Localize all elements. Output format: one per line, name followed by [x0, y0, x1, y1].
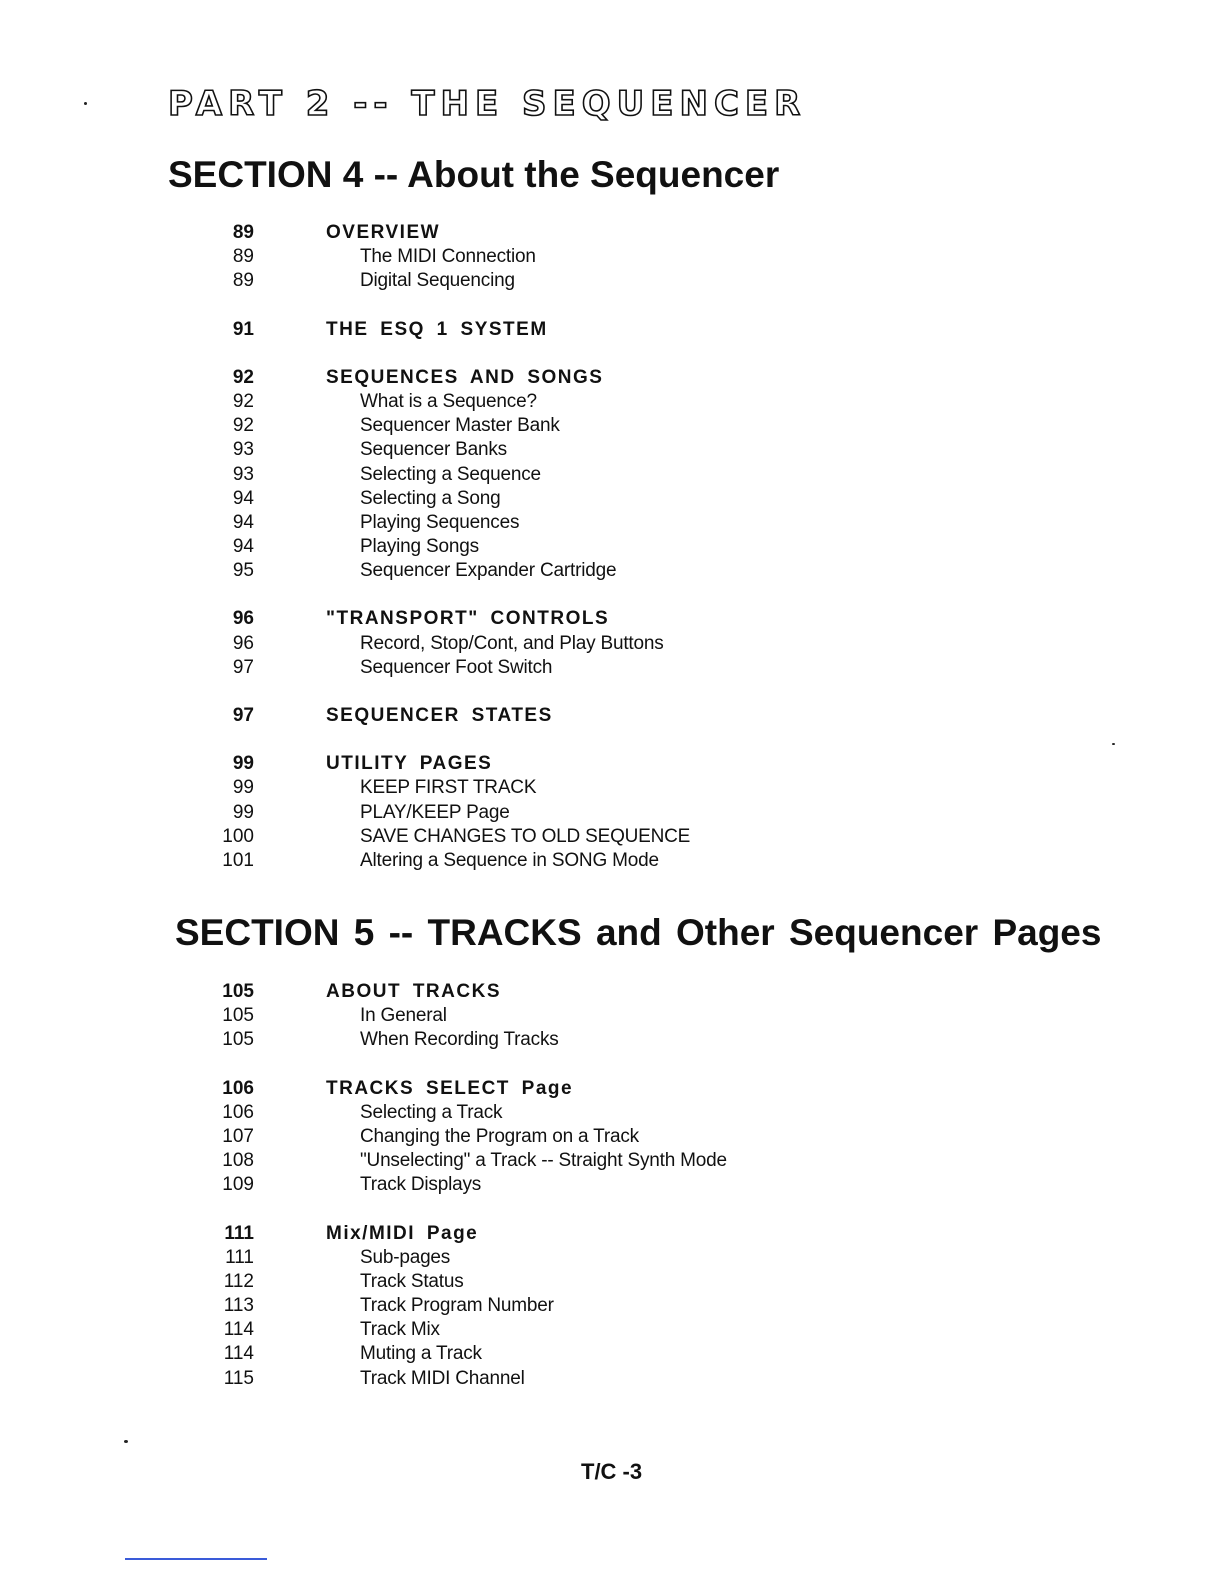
toc-page-number: 109: [222, 1174, 254, 1196]
toc-page-number: 94: [232, 487, 254, 509]
toc-heading-text: OVERVIEW: [326, 222, 441, 243]
toc-page-number: 91: [232, 318, 254, 340]
part-title: PART 2 -- THE SEQUENCER: [168, 84, 807, 124]
section-5-title: SECTION 5 -- TRACKS and Other Sequencer Pages: [175, 912, 1102, 953]
toc-entry-row: [190, 1318, 727, 1342]
toc-heading-row: [190, 704, 690, 728]
toc-entry-text: In General: [360, 1005, 447, 1027]
section-5-toc: [190, 980, 727, 1415]
toc-heading-text: UTILITY PAGES: [326, 753, 493, 775]
toc-entry-text: Track Status: [360, 1270, 464, 1292]
toc-entry-row: [190, 245, 690, 269]
toc-entry-row: [190, 1342, 727, 1366]
toc-group: [190, 1077, 727, 1198]
toc-heading-text: SEQUENCER STATES: [326, 705, 553, 726]
toc-page-number: 96: [232, 608, 254, 630]
toc-page-number: 93: [232, 439, 254, 461]
toc-entry-row: [190, 849, 690, 873]
toc-entry-row: [190, 487, 690, 511]
toc-entry-row: [190, 1270, 727, 1294]
toc-entry-text: Track Displays: [360, 1174, 482, 1196]
toc-entry-text: Playing Sequences: [360, 511, 520, 533]
toc-entry-row: [190, 1125, 727, 1149]
toc-entry-text: Sequencer Foot Switch: [360, 656, 553, 678]
toc-page-number: 99: [232, 801, 254, 823]
toc-heading-row: [190, 366, 690, 390]
toc-entry-row: [190, 801, 690, 825]
toc-group: [190, 752, 690, 873]
toc-entry-text: Altering a Sequence in SONG Mode: [360, 849, 659, 871]
toc-page-number: 99: [232, 753, 254, 775]
toc-entry-row: [190, 269, 690, 293]
toc-heading-text: TRACKS SELECT Page: [326, 1077, 574, 1099]
toc-page-number: 99: [232, 777, 254, 799]
toc-entry-row: [190, 1367, 727, 1391]
toc-page-number: 106: [222, 1101, 254, 1123]
section-4-toc: [190, 221, 690, 897]
toc-entry-text: The MIDI Connection: [360, 246, 536, 268]
toc-heading-row: [190, 980, 727, 1004]
toc-page-number: 92: [232, 415, 254, 437]
toc-entry-text: SAVE CHANGES TO OLD SEQUENCE: [360, 825, 691, 847]
toc-entry-row: [190, 559, 690, 583]
scan-speck: [84, 102, 87, 105]
toc-entry-text: Selecting a Track: [360, 1101, 503, 1123]
toc-group: [190, 366, 690, 584]
toc-entry-row: [190, 511, 690, 535]
toc-group: [190, 980, 727, 1053]
toc-group: [190, 221, 690, 294]
toc-heading-row: [190, 221, 690, 245]
toc-page-number: 95: [232, 560, 254, 582]
toc-page-number: 113: [223, 1295, 254, 1317]
toc-entry-text: Changing the Program on a Track: [360, 1125, 639, 1147]
toc-entry-text: Selecting a Song: [360, 487, 501, 509]
toc-page-number: 93: [232, 463, 254, 485]
scan-speck: [1112, 743, 1115, 745]
toc-page-number: 106: [222, 1077, 254, 1099]
toc-heading-row: [190, 607, 690, 631]
toc-page-number: 96: [232, 632, 254, 654]
toc-entry-row: [190, 1294, 727, 1318]
toc-entry-row: [190, 1028, 727, 1052]
toc-page-number: 92: [232, 366, 254, 388]
toc-entry-text: Track Program Number: [360, 1295, 554, 1317]
toc-entry-row: [190, 438, 690, 462]
toc-page-number: 92: [232, 390, 254, 412]
toc-page-number: 107: [222, 1125, 254, 1147]
toc-entry-text: "Unselecting" a Track -- Straight Synth Mode: [360, 1150, 727, 1172]
toc-page-number: 108: [222, 1150, 254, 1172]
toc-entry-row: [190, 1101, 727, 1125]
toc-entry-row: [190, 825, 690, 849]
toc-heading-text: "TRANSPORT" CONTROLS: [326, 608, 610, 630]
toc-page-number: 89: [232, 270, 254, 292]
toc-heading-text: Mix/MIDI Page: [326, 1222, 479, 1244]
toc-page-number: 115: [223, 1367, 254, 1389]
toc-page-number: 105: [222, 981, 254, 1002]
toc-page-number: 112: [223, 1270, 254, 1292]
toc-entry-row: [190, 656, 690, 680]
toc-page-number: 89: [232, 222, 254, 243]
section-4-title: SECTION 4 -- About the Sequencer: [168, 154, 780, 195]
toc-heading-row: [190, 752, 690, 776]
toc-entry-row: [190, 1149, 727, 1173]
toc-entry-row: [190, 1004, 727, 1028]
toc-page-number: 111: [225, 1246, 254, 1268]
page-footer: T/C -3: [581, 1459, 643, 1484]
toc-entry-text: Playing Songs: [360, 536, 479, 558]
toc-entry-text: Track MIDI Channel: [360, 1367, 525, 1389]
toc-entry-row: [190, 1246, 727, 1270]
toc-page-number: 100: [222, 825, 254, 847]
bottom-rule: [125, 1558, 267, 1560]
toc-entry-row: [190, 776, 690, 800]
toc-entry-text: Sequencer Banks: [360, 439, 507, 461]
toc-heading-row: [190, 318, 690, 342]
toc-entry-text: Sequencer Expander Cartridge: [360, 560, 617, 582]
toc-entry-text: Track Mix: [360, 1319, 440, 1341]
toc-entry-text: Sequencer Master Bank: [360, 415, 560, 437]
toc-heading-row: [190, 1222, 727, 1246]
toc-group: [190, 704, 690, 728]
toc-page-number: 105: [222, 1029, 254, 1051]
toc-group: [190, 607, 690, 680]
toc-entry-row: [190, 414, 690, 438]
toc-entry-row: [190, 390, 690, 414]
toc-page-number: 97: [232, 656, 254, 678]
toc-page-number: 105: [222, 1005, 254, 1027]
toc-heading-text: THE ESQ 1 SYSTEM: [326, 318, 548, 340]
toc-page-number: 94: [232, 511, 254, 533]
toc-entry-row: [190, 463, 690, 487]
toc-entry-text: Selecting a Sequence: [360, 463, 541, 485]
toc-entry-text: Sub-pages: [360, 1246, 451, 1268]
toc-group: [190, 318, 690, 342]
toc-page-number: 114: [223, 1343, 254, 1365]
toc-group: [190, 1222, 727, 1391]
toc-page-number: 89: [232, 246, 254, 268]
toc-entry-text: What is a Sequence?: [360, 390, 537, 412]
toc-entry-text: When Recording Tracks: [360, 1029, 559, 1051]
toc-entry-row: [190, 632, 690, 656]
toc-heading-text: SEQUENCES AND SONGS: [326, 366, 604, 388]
toc-page-number: 101: [222, 849, 254, 871]
toc-entry-text: Digital Sequencing: [360, 270, 515, 292]
toc-entry-text: Muting a Track: [360, 1343, 482, 1365]
toc-page-number: 111: [224, 1222, 254, 1244]
toc-page-number: 114: [223, 1319, 254, 1341]
toc-entry-text: Record, Stop/Cont, and Play Buttons: [360, 632, 664, 654]
toc-entry-row: [190, 1173, 727, 1197]
toc-page-number: 94: [232, 536, 254, 558]
toc-entry-text: PLAY/KEEP Page: [360, 801, 510, 823]
toc-entry-text: KEEP FIRST TRACK: [360, 777, 537, 799]
toc-entry-row: [190, 535, 690, 559]
scan-speck: [124, 1440, 128, 1443]
toc-page-number: 97: [232, 705, 254, 726]
toc-heading-row: [190, 1077, 727, 1101]
toc-heading-text: ABOUT TRACKS: [326, 981, 501, 1002]
